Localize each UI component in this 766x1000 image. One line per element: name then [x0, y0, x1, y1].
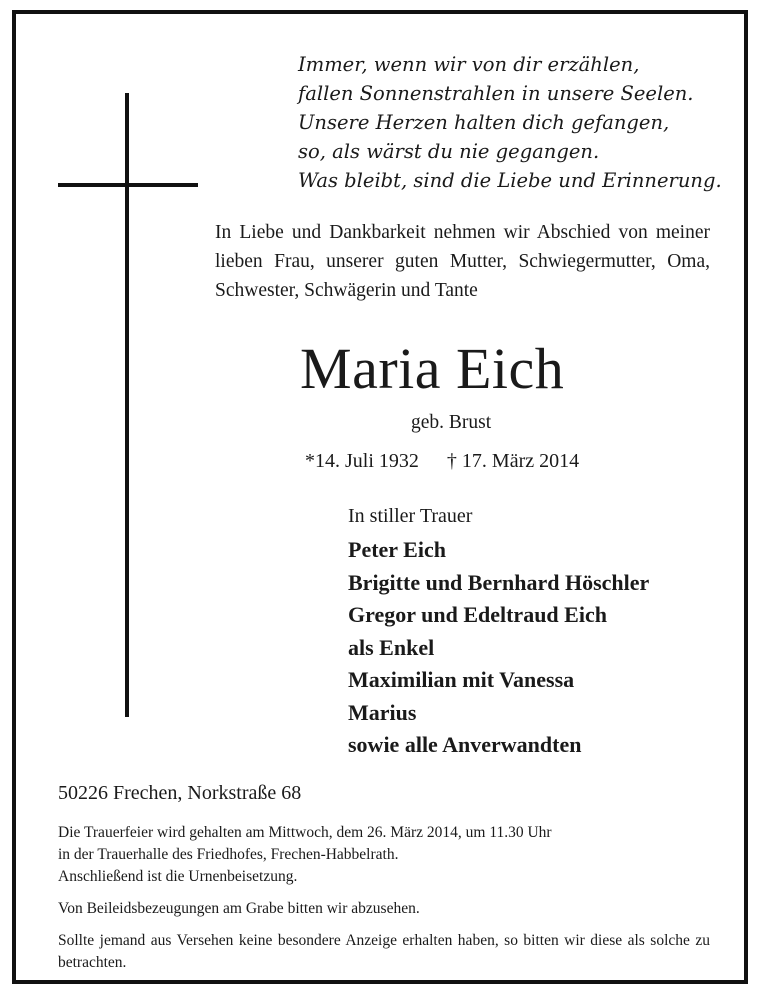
service-line: in der Trauerhalle des Friedhofes, Frechen-Habbelrath.: [58, 846, 399, 863]
deceased-name: Maria Eich: [300, 336, 565, 401]
mourners-intro: In stiller Trauer: [348, 505, 473, 527]
poem-line: Immer, wenn wir von dir erzählen,: [298, 53, 640, 76]
mourner-name: Peter Eich: [348, 537, 446, 562]
death-date: † 17. März 2014: [446, 450, 580, 472]
poem: [298, 50, 722, 195]
poem-line: Was bleibt, sind die Liebe und Erinnerung.: [298, 169, 722, 192]
cross-horizontal-bar: [58, 183, 198, 187]
service-line: Die Trauerfeier wird gehalten am Mittwoch, dem 26. März 2014, um 11.30 Uhr: [58, 824, 552, 841]
mourner-name: als Enkel: [348, 634, 435, 660]
mourner-name: sowie alle Anverwandten: [348, 732, 582, 757]
poem-line: Unsere Herzen halten dich gefangen,: [298, 111, 670, 134]
family-address: 50226 Frechen, Norkstraße 68: [58, 782, 302, 804]
mourner-name: Brigitte und Bernhard Höschler: [348, 569, 650, 595]
mourners-list: [348, 534, 649, 762]
notice-note: Sollte jemand aus Versehen keine besondere Anzeige erhalten haben, so bitten wir diese als solche zu betrachten.: [58, 932, 710, 971]
birth-date: *14. Juli 1932: [305, 450, 419, 472]
life-dates: [305, 450, 579, 473]
poem-line: so, als wärst du nie gegangen.: [298, 140, 600, 163]
mourner-name: Maximilian mit Vanessa: [348, 667, 575, 692]
mourner-name: Marius: [348, 699, 417, 725]
birth-name: geb. Brust: [411, 412, 492, 433]
service-line: Anschließend ist die Urnenbeisetzung.: [58, 868, 298, 885]
farewell-intro: In Liebe und Dankbarkeit nehmen wir Abschied von meiner lieben Frau, unserer guten Mutter, Schwiegermutter, Oma, Schwester, Schwägerin und Tante: [215, 222, 710, 301]
condolences-note: Von Beileidsbezeugungen am Grabe bitten wir abzusehen.: [58, 900, 420, 917]
service-details: [58, 822, 710, 888]
mourner-name: Gregor und Edeltraud Eich: [348, 602, 607, 627]
poem-line: fallen Sonnenstrahlen in unsere Seelen.: [298, 82, 694, 105]
